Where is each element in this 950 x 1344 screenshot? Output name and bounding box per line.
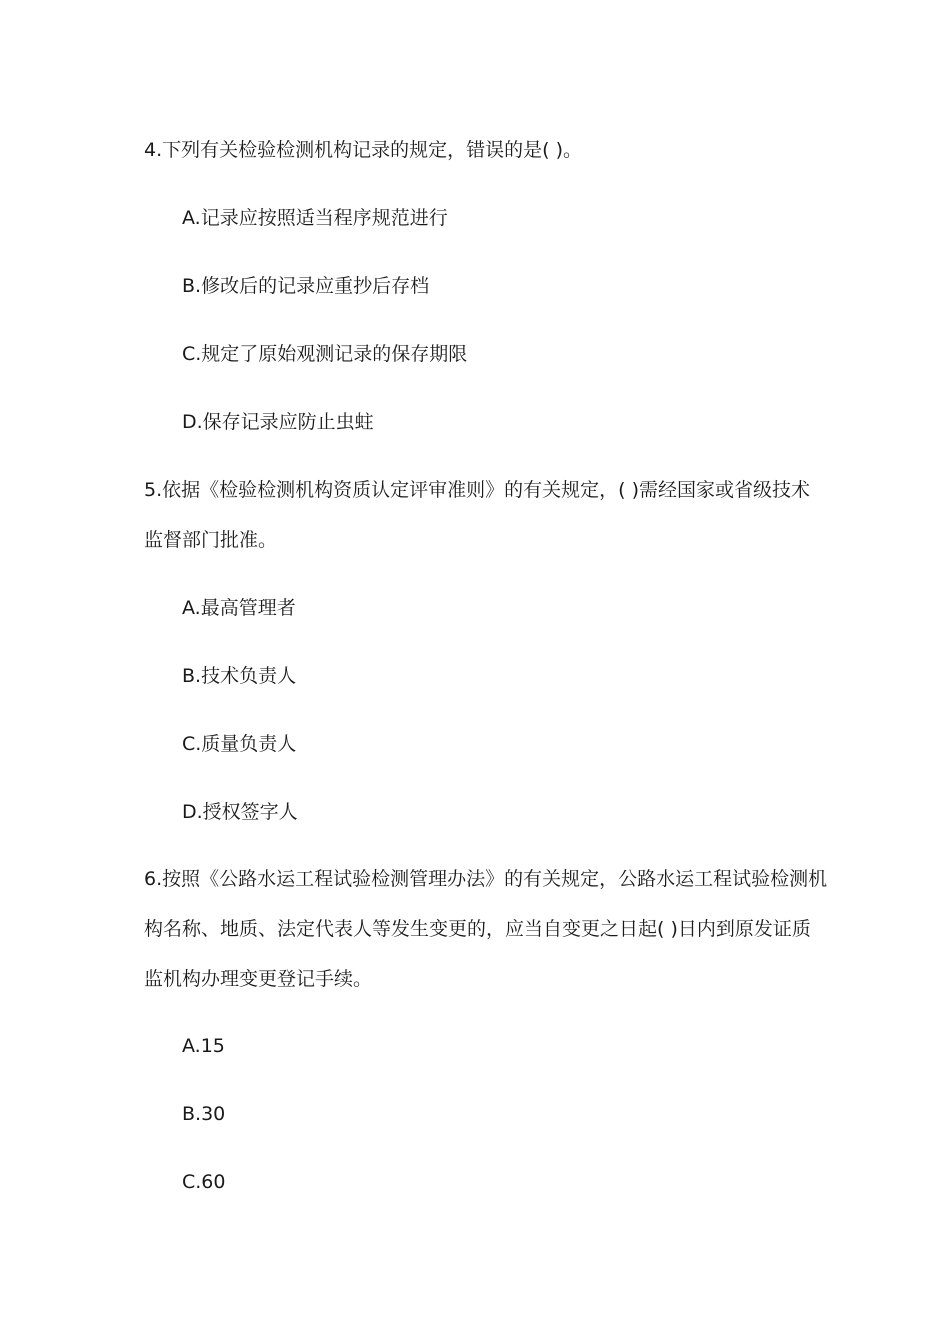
question-6-text-line-3: 监机构办理变更登记手续。 bbox=[144, 968, 373, 990]
question-4-option-c: C.规定了原始观测记录的保存期限 bbox=[182, 343, 468, 365]
question-6-option-b: B.30 bbox=[182, 1103, 226, 1125]
question-6-option-a: A.15 bbox=[182, 1035, 225, 1057]
question-4-text: 4.下列有关检验检测机构记录的规定，错误的是( )。 bbox=[144, 139, 582, 161]
question-5-option-c: C.质量负责人 bbox=[182, 733, 297, 755]
question-4-option-a: A.记录应按照适当程序规范进行 bbox=[182, 207, 448, 229]
question-5-option-b: B.技术负责人 bbox=[182, 665, 297, 687]
question-5-option-a: A.最高管理者 bbox=[182, 597, 296, 619]
question-5-text-line-1: 5.依据《检验检测机构资质认定评审准则》的有关规定，( )需经国家或省级技术 bbox=[144, 479, 810, 501]
question-4-option-b: B.修改后的记录应重抄后存档 bbox=[182, 275, 430, 297]
question-5-option-d: D.授权签字人 bbox=[182, 801, 298, 823]
question-6-option-c: C.60 bbox=[182, 1171, 226, 1193]
question-6-text-line-2: 构名称、地质、法定代表人等发生变更的，应当自变更之日起( )日内到原发证质 bbox=[144, 918, 811, 940]
question-4-option-d: D.保存记录应防止虫蛀 bbox=[182, 411, 374, 433]
question-6-text-line-1: 6.按照《公路水运工程试验检测管理办法》的有关规定，公路水运工程试验检测机 bbox=[144, 868, 828, 890]
question-5-text-line-2: 监督部门批准。 bbox=[144, 529, 278, 551]
